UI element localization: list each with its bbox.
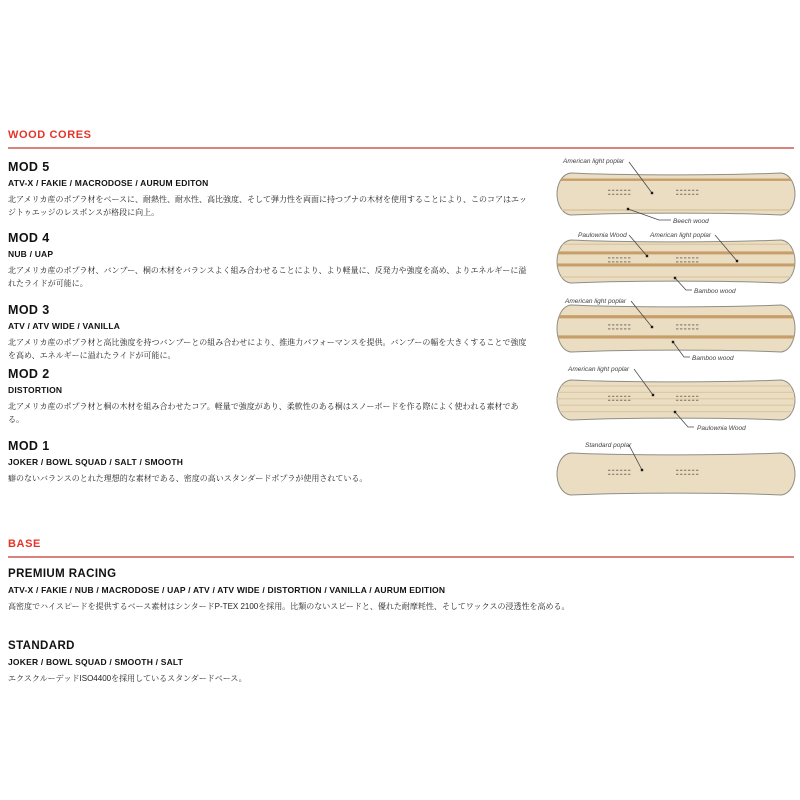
- insert-dot: [680, 190, 682, 191]
- insert-dot: [676, 261, 678, 262]
- mod-section-5: [8, 160, 538, 219]
- insert-dot: [684, 324, 686, 325]
- insert-dot: [676, 324, 678, 325]
- mod2-name: MOD 2: [8, 367, 50, 381]
- wood-stripe: [557, 405, 795, 406]
- mod5-description: 北アメリカ産のポプラ材をベースに、耐熱性、耐水性、高比強度、そして弾力性を両面に持つブナの木材を使用することにより、このコアはエッジトゥエッジのレスポンスが格段に向上。: [8, 195, 527, 217]
- wood-stripe: [557, 315, 795, 318]
- label-anchor-dot: [672, 341, 674, 343]
- wood-material-label: Bamboo wood: [692, 355, 734, 362]
- insert-dot: [676, 328, 678, 329]
- insert-dot: [628, 324, 630, 325]
- wood-stripe: [557, 209, 795, 211]
- insert-dot: [676, 470, 678, 471]
- insert-dot: [692, 324, 694, 325]
- insert-dot: [608, 194, 610, 195]
- standard-description: エクスクルーデッドISO4400を採用しているスタンダードベース。: [8, 674, 247, 683]
- insert-dot: [696, 324, 698, 325]
- insert-dot: [608, 400, 610, 401]
- insert-dot: [688, 261, 690, 262]
- wood-cores-divider: [8, 147, 794, 149]
- insert-dot: [692, 194, 694, 195]
- insert-dot: [612, 396, 614, 397]
- insert-dot: [696, 328, 698, 329]
- premium-racing-name: PREMIUM RACING: [8, 568, 117, 580]
- label-anchor-dot: [651, 326, 653, 328]
- insert-dot: [608, 470, 610, 471]
- insert-dot: [624, 400, 626, 401]
- insert-dot: [612, 474, 614, 475]
- wood-stripe: [557, 179, 795, 181]
- insert-dot: [608, 396, 610, 397]
- insert-dot: [628, 194, 630, 195]
- insert-dot: [696, 474, 698, 475]
- wood-material-label: American light poplar: [650, 232, 712, 239]
- insert-dot: [620, 328, 622, 329]
- insert-dot: [680, 257, 682, 258]
- insert-dot: [688, 257, 690, 258]
- insert-dot: [620, 470, 622, 471]
- mod4-description: 北アメリカ産のポプラ材、バンブー、桐の木材をバランスよく組み合わせることにより、より軽量に、反発力や強度を高め、よりエネルギーに溢れたライドが可能に。: [8, 266, 527, 288]
- insert-dot: [616, 194, 618, 195]
- insert-dot: [696, 396, 698, 397]
- insert-dot: [624, 194, 626, 195]
- insert-dot: [688, 474, 690, 475]
- insert-dot: [616, 328, 618, 329]
- mod1-name: MOD 1: [8, 439, 50, 453]
- insert-dot: [684, 190, 686, 191]
- insert-dot: [628, 257, 630, 258]
- insert-dot: [684, 396, 686, 397]
- wood-material-label: Bamboo wood: [694, 288, 736, 295]
- insert-dot: [676, 474, 678, 475]
- insert-dot: [680, 261, 682, 262]
- label-anchor-dot: [641, 469, 643, 471]
- insert-dot: [620, 474, 622, 475]
- insert-dot: [616, 190, 618, 191]
- insert-dot: [624, 474, 626, 475]
- insert-dot: [628, 328, 630, 329]
- insert-dot: [624, 396, 626, 397]
- insert-dot: [684, 400, 686, 401]
- insert-dot: [620, 257, 622, 258]
- wood-stripe: [557, 251, 795, 254]
- insert-dot: [680, 396, 682, 397]
- insert-dot: [688, 324, 690, 325]
- insert-dot: [612, 190, 614, 191]
- insert-dot: [684, 474, 686, 475]
- board-diagram-mod1: [557, 442, 795, 495]
- insert-dot: [616, 257, 618, 258]
- insert-dot: [692, 190, 694, 191]
- insert-dot: [628, 261, 630, 262]
- board-diagrams: [545, 152, 800, 512]
- insert-dot: [612, 257, 614, 258]
- wood-cores-heading: WOOD CORES: [8, 129, 92, 141]
- insert-dot: [684, 261, 686, 262]
- insert-dot: [612, 400, 614, 401]
- insert-dot: [692, 257, 694, 258]
- premium-racing-description: 高密度でハイスピードを提供するベース素材はシンタードP-TEX 2100を採用。比類のないスピードと、優れた耐摩耗性、そしてワックスの浸透性を高める。: [8, 602, 570, 611]
- insert-dot: [616, 474, 618, 475]
- insert-dot: [612, 470, 614, 471]
- insert-dot: [688, 328, 690, 329]
- wood-stripe: [557, 335, 795, 338]
- insert-dot: [692, 261, 694, 262]
- insert-dot: [680, 400, 682, 401]
- label-anchor-dot: [646, 255, 648, 257]
- insert-dot: [612, 328, 614, 329]
- insert-dot: [696, 257, 698, 258]
- insert-dot: [624, 190, 626, 191]
- insert-dot: [696, 470, 698, 471]
- board-diagram-mod2: [557, 366, 795, 432]
- base-divider: [8, 556, 794, 558]
- insert-dot: [676, 257, 678, 258]
- insert-dot: [684, 470, 686, 471]
- mod5-name: MOD 5: [8, 160, 50, 174]
- insert-dot: [692, 396, 694, 397]
- mod-section-3: [8, 303, 538, 362]
- wood-stripe: [557, 392, 795, 393]
- insert-dot: [616, 324, 618, 325]
- base-heading: BASE: [8, 538, 41, 550]
- insert-dot: [688, 396, 690, 397]
- insert-dot: [628, 474, 630, 475]
- mod3-description: 北アメリカ産のポプラ材と高比強度を持つバンブーとの組み合わせにより、推進力パフォーマンスを提供。バンブーの幅を大きくすることで強度を高め、エネルギーに溢れたライドが可能に。: [8, 338, 527, 360]
- insert-dot: [680, 324, 682, 325]
- insert-dot: [616, 261, 618, 262]
- insert-dot: [620, 194, 622, 195]
- insert-dot: [688, 400, 690, 401]
- insert-dot: [624, 257, 626, 258]
- insert-dot: [680, 470, 682, 471]
- board-diagrams-svg: [545, 152, 800, 512]
- wood-material-label: American light poplar: [568, 366, 630, 373]
- wood-stripe: [557, 385, 795, 386]
- insert-dot: [620, 261, 622, 262]
- insert-dot: [616, 396, 618, 397]
- mod2-description: 北アメリカ産のポプラ材と桐の木材を組み合わせたコア。軽量で強度があり、柔軟性のある桐はスノーボードを作る際によく使われる素材である。: [8, 402, 519, 424]
- insert-dot: [608, 324, 610, 325]
- insert-dot: [692, 328, 694, 329]
- insert-dot: [680, 194, 682, 195]
- insert-dot: [692, 400, 694, 401]
- insert-dot: [684, 194, 686, 195]
- insert-dot: [624, 261, 626, 262]
- insert-dot: [692, 470, 694, 471]
- insert-dot: [612, 324, 614, 325]
- mod-section-4: [8, 231, 538, 290]
- premium-racing-models: ATV-X / FAKIE / NUB / MACRODOSE / UAP / ATV / ATV WIDE / DISTORTION / VANILLA / AURUM EDITION: [8, 585, 446, 595]
- insert-dot: [688, 470, 690, 471]
- board-diagram-mod4: [557, 232, 795, 295]
- insert-dot: [620, 400, 622, 401]
- mod3-models: ATV / ATV WIDE / VANILLA: [8, 321, 121, 331]
- mod1-models: JOKER / BOWL SQUAD / SALT / SMOOTH: [8, 457, 184, 467]
- insert-dot: [616, 470, 618, 471]
- mod-section-2: [8, 367, 538, 426]
- board-diagram-mod5: [557, 158, 795, 225]
- wood-material-label: American light poplar: [563, 158, 625, 165]
- insert-dot: [624, 324, 626, 325]
- label-anchor-dot: [651, 192, 653, 194]
- insert-dot: [676, 190, 678, 191]
- insert-dot: [608, 328, 610, 329]
- base-standard-section: [8, 640, 788, 685]
- mod4-models: NUB / UAP: [8, 249, 54, 259]
- insert-dot: [688, 190, 690, 191]
- insert-dot: [608, 474, 610, 475]
- insert-dot: [624, 470, 626, 471]
- insert-dot: [684, 328, 686, 329]
- insert-dot: [676, 194, 678, 195]
- board-diagram-mod3: [557, 298, 795, 362]
- standard-name: STANDARD: [8, 640, 75, 652]
- insert-dot: [628, 400, 630, 401]
- insert-dot: [628, 190, 630, 191]
- insert-dot: [612, 261, 614, 262]
- label-anchor-dot: [674, 411, 676, 413]
- insert-dot: [696, 400, 698, 401]
- insert-dot: [696, 190, 698, 191]
- label-anchor-dot: [652, 394, 654, 396]
- insert-dot: [692, 474, 694, 475]
- insert-dot: [628, 396, 630, 397]
- mod2-models: DISTORTION: [8, 385, 63, 395]
- wood-material-label: American light poplar: [565, 298, 627, 305]
- mod5-models: ATV-X / FAKIE / MACRODOSE / AURUM EDITON: [8, 178, 209, 188]
- insert-dot: [680, 474, 682, 475]
- insert-dot: [620, 324, 622, 325]
- wood-material-label: Paulownia Wood: [697, 425, 746, 432]
- insert-dot: [688, 194, 690, 195]
- wood-material-label: Standard poplar: [585, 442, 632, 449]
- insert-dot: [616, 400, 618, 401]
- insert-dot: [608, 190, 610, 191]
- insert-dot: [628, 470, 630, 471]
- insert-dot: [624, 328, 626, 329]
- wood-material-label: Beech wood: [673, 218, 709, 225]
- insert-dot: [696, 194, 698, 195]
- wood-stripe: [557, 263, 795, 266]
- wood-material-label: Paulownia Wood: [578, 232, 627, 239]
- mod3-name: MOD 3: [8, 303, 50, 317]
- insert-dot: [608, 261, 610, 262]
- wood-stripe: [557, 244, 795, 245]
- insert-dot: [696, 261, 698, 262]
- insert-dot: [612, 194, 614, 195]
- mod4-name: MOD 4: [8, 231, 50, 245]
- insert-dot: [620, 396, 622, 397]
- standard-models: JOKER / BOWL SQUAD / SMOOTH / SALT: [8, 657, 184, 667]
- mod1-description: 癖のないバランスのとれた理想的な素材である、密度の高いスタンダードポプラが使用されている。: [8, 474, 368, 483]
- insert-dot: [676, 400, 678, 401]
- insert-dot: [608, 257, 610, 258]
- base-premium-racing-section: [8, 568, 788, 613]
- insert-dot: [684, 257, 686, 258]
- wood-stripe: [557, 398, 795, 399]
- insert-dot: [620, 190, 622, 191]
- label-anchor-dot: [736, 260, 738, 262]
- insert-dot: [676, 396, 678, 397]
- insert-dot: [680, 328, 682, 329]
- mod-section-1: [8, 439, 538, 485]
- label-anchor-dot: [674, 277, 676, 279]
- label-anchor-dot: [627, 208, 629, 210]
